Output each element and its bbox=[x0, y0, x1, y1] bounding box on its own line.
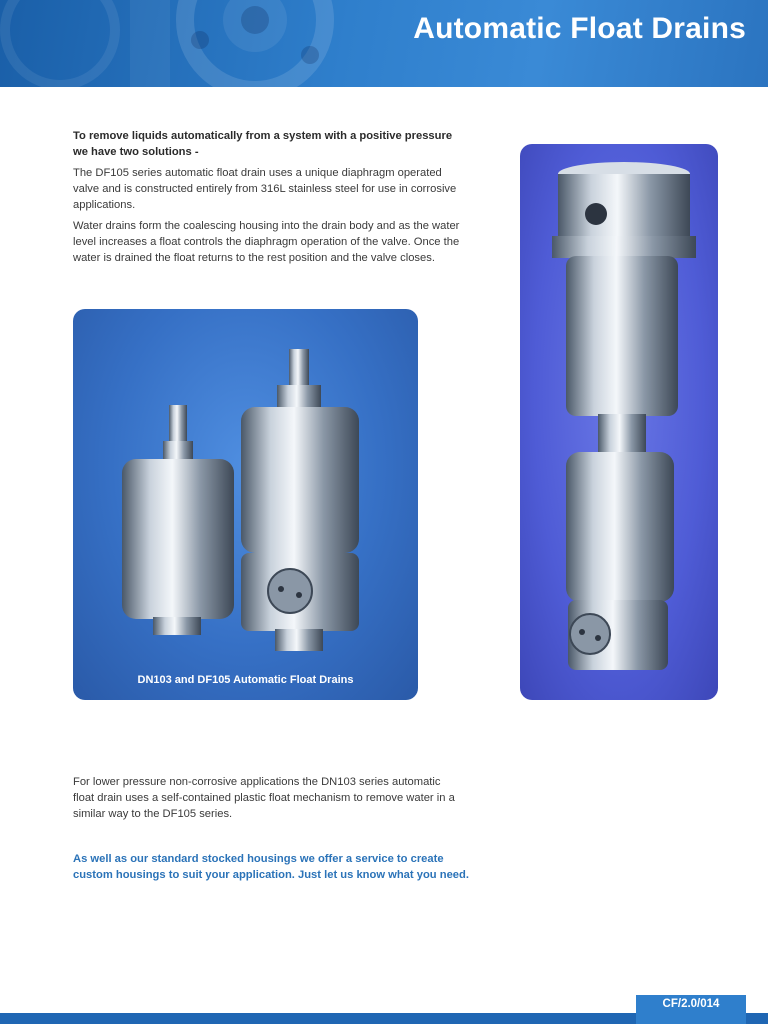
lower-paragraph-dn103: For lower pressure non-corrosive applications the DN103 series automatic float drain uses a self-contained plastic float mechanism to remove water in a similar way to the DF105 series. bbox=[73, 776, 455, 820]
document-code: CF/2.0/014 bbox=[636, 995, 746, 1024]
page-title: Automatic Float Drains bbox=[413, 12, 746, 45]
intro-paragraph-operation: Water drains form the coalescing housing into the drain body and as the water level increases a float controls the diaphragm operation of the valve. Once the water is drained the float returns to the rest position and the valve closes. bbox=[73, 220, 460, 264]
intro-lead: To remove liquids automatically from a system with a positive pressure we have two solutions - bbox=[73, 130, 453, 158]
float-drains-illustration bbox=[73, 309, 418, 700]
intro-paragraph-df105: The DF105 series automatic float drain uses a unique diaphragm operated valve and is constructed entirely from 316L stainless steel for use in corrosive applications. bbox=[73, 167, 457, 211]
gear-background-image bbox=[0, 0, 420, 87]
float-drains-photo bbox=[73, 309, 418, 700]
intro-section bbox=[73, 128, 463, 271]
lower-section bbox=[73, 774, 463, 827]
photo-caption: DN103 and DF105 Automatic Float Drains bbox=[137, 674, 354, 686]
housing-with-drain-photo bbox=[520, 144, 718, 700]
custom-housings-note: As well as our standard stocked housings we offer a service to create custom housings to suit your application. Just let us know what you need. bbox=[73, 853, 469, 881]
housing-with-drain-illustration bbox=[520, 144, 718, 700]
page-header bbox=[0, 0, 768, 87]
